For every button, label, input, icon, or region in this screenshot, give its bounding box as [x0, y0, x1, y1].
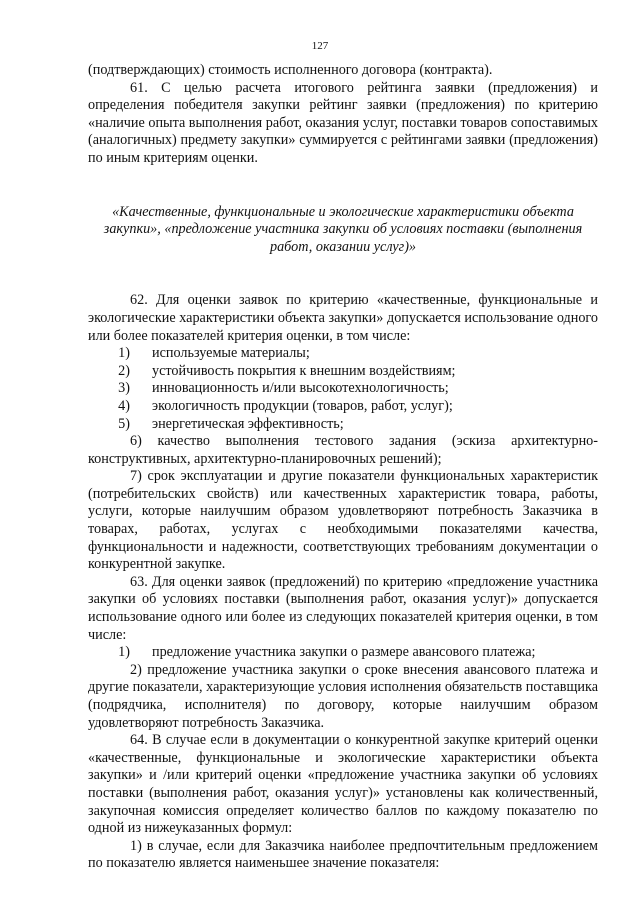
- list-item-text: предложение участника закупки о размере авансового платежа;: [152, 644, 536, 661]
- paragraph-62: 62. Для оценки заявок по критерию «качественные, функциональные и экологические характеристики объекта закупки» допускается использование одного или более показателей критерия оценки, в том числе:: [88, 292, 598, 344]
- list-item-text: устойчивость покрытия к внешним воздействиям;: [152, 362, 456, 379]
- list-item: [88, 363, 598, 381]
- paragraph-61: 61. С целью расчета итогового рейтинга заявки (предложения) и определения победителя закупки рейтинг заявки (предложения) по критерию «наличие опыта выполнения работ, оказания услуг, поставки товаров сопоставимых (аналогичных) предмету закупки» суммируется с рейтингами заявки (предложения) по иным критериям оценки.: [88, 79, 598, 166]
- paragraph-62-item-6: 6) качество выполнения тестового задания (эскиза архитектурно-конструктивных, архитектурно-планировочных решений);: [88, 433, 598, 467]
- list-item-number: 1): [118, 345, 130, 362]
- list-item-number: 4): [118, 397, 130, 414]
- list-item: [88, 416, 598, 434]
- list-62: [88, 345, 598, 433]
- section-heading: «Качественные, функциональные и экологические характеристики объекта закупки», «предложение участника закупки об условиях поставки (выполнения работ, оказании услуг)»: [103, 203, 583, 255]
- paragraph-continuation: (подтверждающих) стоимость исполненного договора (контракта).: [88, 62, 493, 78]
- list-item: [88, 644, 598, 662]
- list-item-text: экологичность продукции (товаров, работ, услуг);: [152, 397, 453, 414]
- paragraph-62-item-7: 7) срок эксплуатации и другие показатели функциональных характеристик (потребительских свойств) или качественных характеристик товара, работы, услуги, которые наилучшим образом удовлетворяют потребность Заказчика в товарах, работах, услугах с необходимыми показателями качества, функциональности и надежности, соответствующих требованиям документации о конкурентной закупке.: [88, 468, 598, 573]
- list-item-number: 2): [118, 362, 130, 379]
- paragraph-64: 64. В случае если в документации о конкурентной закупке критерий оценки «качественные, функциональные и экологические характеристики объекта закупки» и /или критерий оценки «предложение участника закупки об условиях поставки (выполнения работ, оказания услуг)» установлены как количественный, закупочная комиссия определяет количество баллов по каждому показателю по одной из нижеуказанных формул:: [88, 732, 598, 837]
- list-item-number: 3): [118, 380, 130, 397]
- list-item-text: энергетическая эффективность;: [152, 415, 344, 432]
- page-number: 127: [311, 40, 329, 52]
- list-item-number: 5): [118, 415, 130, 432]
- paragraph-63-item-2: 2) предложение участника закупки о сроке внесения авансового платежа и другие показатели, характеризующие условия исполнения обязательств поставщика (подрядчика, исполнителя) по договору, которые наилучшим образом удовлетворяют потребность Заказчика.: [88, 661, 598, 731]
- paragraph-63: 63. Для оценки заявок (предложений) по критерию «предложение участника закупки об условиях поставки (выполнения работ, оказания услуг)» допускается использование одного или более из следующих показателей критерия оценки, в том числе:: [88, 573, 598, 643]
- list-item: [88, 380, 598, 398]
- list-item-text: используемые материалы;: [152, 345, 310, 362]
- list-item-number: 1): [118, 644, 130, 661]
- list-item-text: инновационность и/или высокотехнологичность;: [152, 380, 449, 397]
- paragraph-64-item-1: 1) в случае, если для Заказчика наиболее предпочтительным предложением по показателю является наименьшее значение показателя:: [88, 837, 598, 872]
- list-item: [88, 398, 598, 416]
- page-content: [88, 62, 598, 873]
- list-item: [88, 345, 598, 363]
